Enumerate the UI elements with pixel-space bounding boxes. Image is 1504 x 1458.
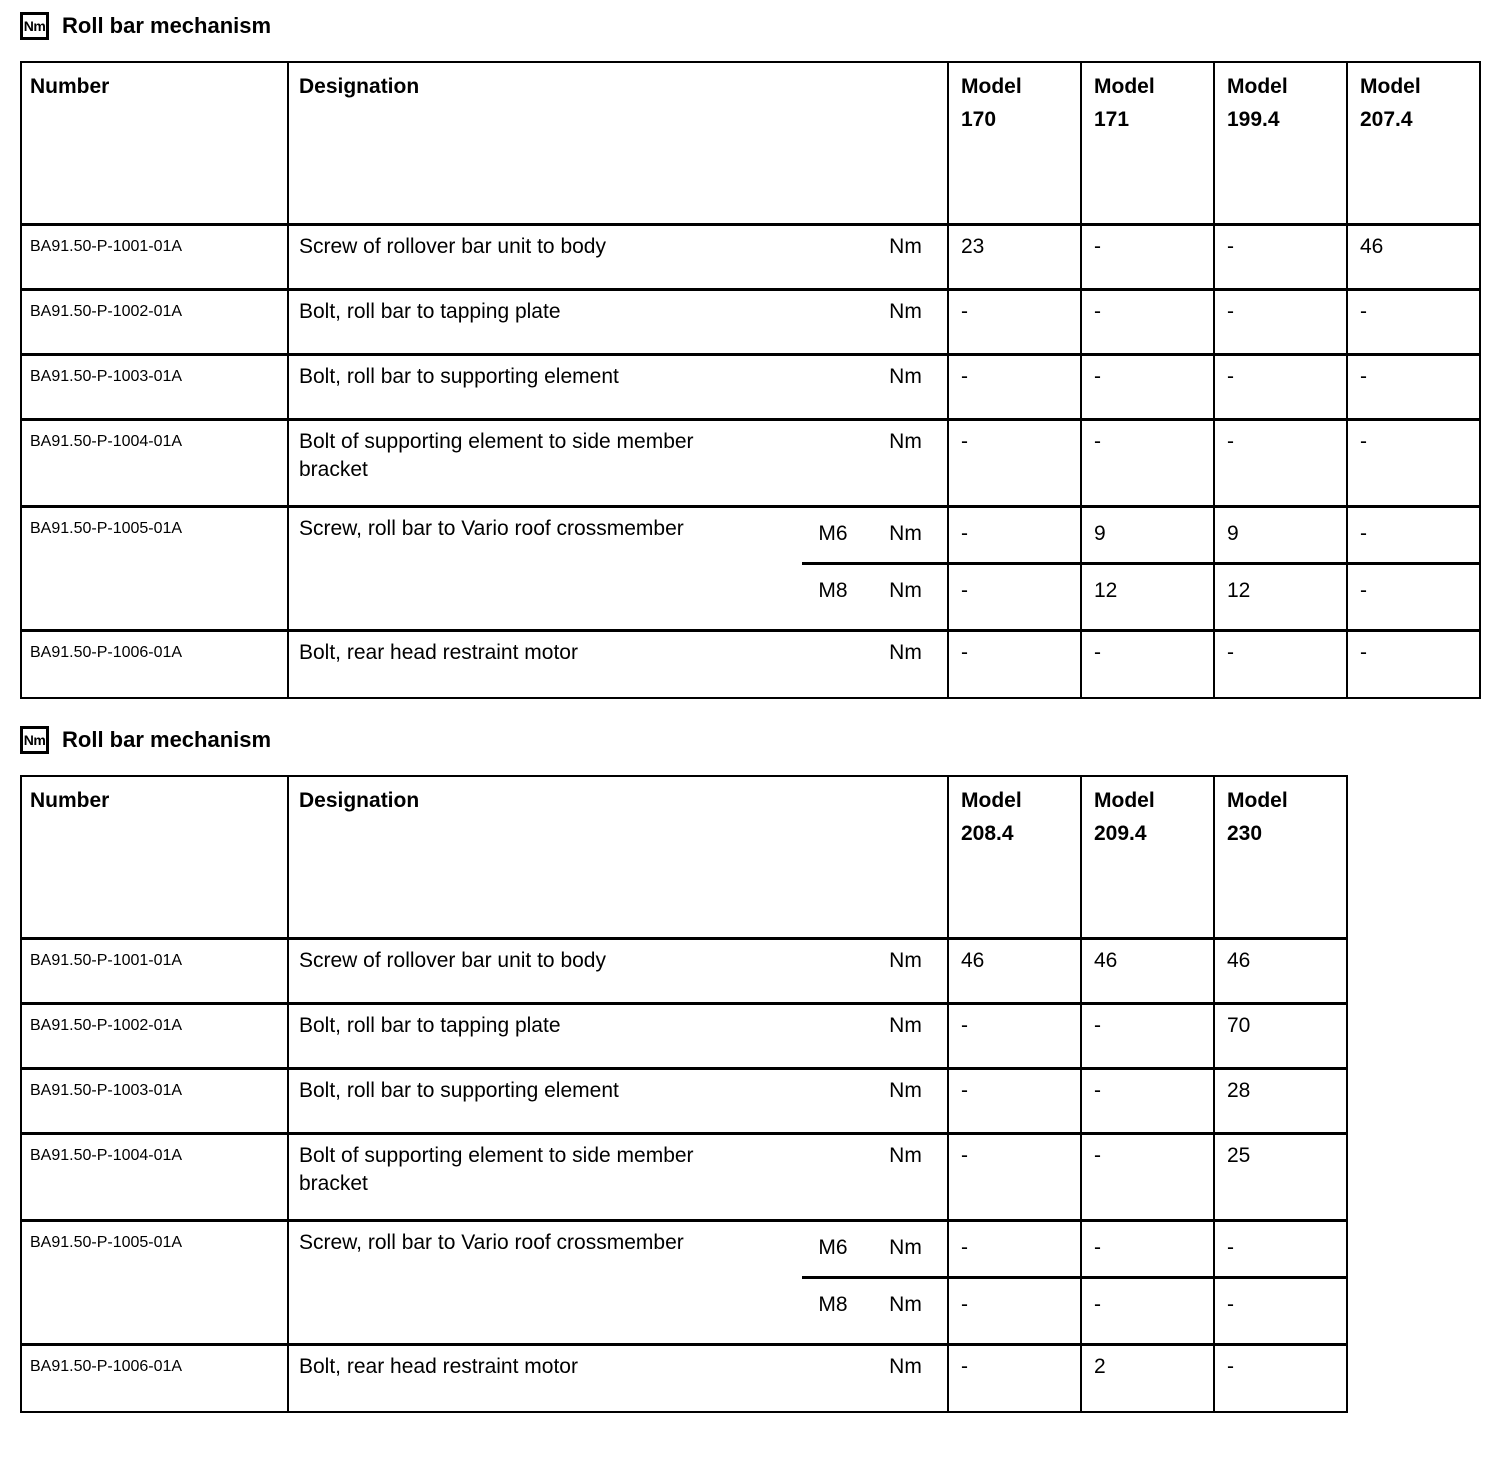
cell-unit: Nm	[889, 1079, 922, 1102]
cell-value: 25	[1213, 1135, 1346, 1219]
cell-unit: Nm	[889, 430, 922, 453]
cell-value: 12	[1213, 565, 1346, 629]
nm-unit-icon: Nm	[20, 12, 49, 40]
cell-designation: Bolt, roll bar to tapping plate	[287, 291, 802, 353]
cell-number: BA91.50-P-1001-01A	[30, 952, 183, 969]
subrow-m6	[802, 1222, 1346, 1276]
cell-unit: Nm	[889, 949, 922, 972]
cell-size	[802, 421, 864, 505]
cell-value: -	[1080, 291, 1213, 353]
cell-number: BA91.50-P-1005-01A	[30, 520, 183, 537]
cell-value: 28	[1213, 1070, 1346, 1132]
table-row	[22, 288, 1479, 353]
cell-designation: Screw of rollover bar unit to body	[287, 226, 802, 288]
cell-unit: Nm	[889, 1236, 922, 1259]
cell-number: BA91.50-P-1004-01A	[30, 1147, 183, 1164]
cell-number: BA91.50-P-1003-01A	[30, 1082, 183, 1099]
model-code: 230	[1227, 821, 1263, 845]
table-row	[22, 1002, 1346, 1067]
cell-value: -	[1080, 1005, 1213, 1067]
cell-size	[802, 356, 864, 418]
cell-size: M8	[818, 579, 848, 602]
header-number: Number	[30, 75, 110, 98]
cell-value: -	[947, 291, 1080, 353]
cell-designation: Bolt of supporting element to side member bracket	[287, 421, 802, 505]
cell-size: M6	[818, 522, 848, 545]
cell-value: 23	[947, 226, 1080, 288]
header-model	[1346, 63, 1479, 223]
cell-size	[802, 226, 864, 288]
cell-number: BA91.50-P-1005-01A	[30, 1234, 183, 1251]
cell-number: BA91.50-P-1002-01A	[30, 1017, 183, 1034]
cell-designation: Screw, roll bar to Vario roof crossmember	[287, 1222, 802, 1343]
cell-value: -	[947, 1070, 1080, 1132]
cell-designation: Bolt, rear head restraint motor	[287, 632, 802, 697]
cell-unit: Nm	[889, 365, 922, 388]
size-subrows	[802, 1222, 1346, 1343]
section-title-text: Roll bar mechanism	[62, 727, 272, 752]
cell-unit: Nm	[889, 641, 922, 664]
cell-value: -	[947, 1222, 1080, 1276]
cell-value: -	[1213, 1346, 1346, 1411]
cell-value: 46	[1080, 940, 1213, 1002]
header-model	[947, 63, 1080, 223]
cell-designation: Bolt, rear head restraint motor	[287, 1346, 802, 1411]
cell-value: -	[1080, 226, 1213, 288]
model-code: 199.4	[1227, 107, 1280, 131]
size-subrows	[802, 508, 1479, 629]
cell-size	[802, 940, 864, 1002]
cell-unit: Nm	[889, 300, 922, 323]
cell-value: -	[947, 1279, 1080, 1343]
cell-number: BA91.50-P-1004-01A	[30, 433, 183, 450]
cell-value: -	[1213, 226, 1346, 288]
cell-unit: Nm	[889, 522, 922, 545]
cell-unit: Nm	[889, 1014, 922, 1037]
cell-number: BA91.50-P-1003-01A	[30, 368, 183, 385]
table-row	[22, 353, 1479, 418]
model-code: 171	[1094, 107, 1130, 131]
cell-value: -	[947, 1005, 1080, 1067]
cell-value: 46	[947, 940, 1080, 1002]
cell-value: 70	[1213, 1005, 1346, 1067]
subrow-m8	[802, 562, 1479, 629]
cell-unit: Nm	[889, 1355, 922, 1378]
cell-value: -	[1213, 356, 1346, 418]
subrow-m8	[802, 1276, 1346, 1343]
cell-size	[802, 1005, 864, 1067]
cell-value: -	[1346, 291, 1479, 353]
cell-value: -	[947, 1135, 1080, 1219]
model-word: Model	[1227, 789, 1288, 812]
cell-value: -	[947, 421, 1080, 505]
model-code: 209.4	[1094, 821, 1147, 845]
cell-unit: Nm	[889, 1293, 922, 1316]
section-title	[20, 12, 1504, 40]
section-title-text: Roll bar mechanism	[62, 13, 272, 38]
torque-section-1	[20, 12, 1504, 699]
cell-value: -	[1346, 421, 1479, 505]
section-title	[20, 726, 1504, 754]
cell-size: M6	[818, 1236, 848, 1259]
header-designation: Designation	[287, 63, 947, 223]
table-row	[22, 1343, 1346, 1411]
cell-value: 12	[1080, 565, 1213, 629]
cell-value: -	[1346, 632, 1479, 697]
table-row	[22, 223, 1479, 288]
header-model	[947, 777, 1080, 937]
header-number: Number	[30, 789, 110, 812]
cell-value: -	[947, 632, 1080, 697]
header-model	[1080, 63, 1213, 223]
cell-value: -	[1213, 1222, 1346, 1276]
cell-value: -	[947, 508, 1080, 562]
table-row-split	[22, 505, 1479, 629]
cell-value: -	[1213, 632, 1346, 697]
table-row	[22, 1132, 1346, 1219]
cell-designation: Bolt, roll bar to supporting element	[287, 1070, 802, 1132]
subrow-m6	[802, 508, 1479, 562]
cell-number: BA91.50-P-1002-01A	[30, 303, 183, 320]
nm-unit-icon: Nm	[20, 726, 49, 754]
cell-value: 46	[1346, 226, 1479, 288]
cell-size	[802, 291, 864, 353]
table-header-row	[22, 777, 1346, 937]
cell-value: -	[1080, 1222, 1213, 1276]
table-row	[22, 937, 1346, 1002]
torque-table	[20, 61, 1481, 699]
cell-value: -	[1346, 356, 1479, 418]
torque-section-2	[20, 726, 1504, 1413]
table-row	[22, 629, 1479, 697]
table-row	[22, 1067, 1346, 1132]
cell-value: -	[1213, 421, 1346, 505]
model-word: Model	[1094, 789, 1155, 812]
torque-table	[20, 775, 1348, 1413]
cell-value: -	[1080, 1135, 1213, 1219]
cell-designation: Bolt, roll bar to tapping plate	[287, 1005, 802, 1067]
cell-value: 46	[1213, 940, 1346, 1002]
cell-designation: Bolt of supporting element to side member bracket	[287, 1135, 802, 1219]
table-header-row	[22, 63, 1479, 223]
table-row-split	[22, 1219, 1346, 1343]
cell-size	[802, 632, 864, 697]
cell-value: -	[1346, 508, 1479, 562]
cell-value: -	[1080, 356, 1213, 418]
cell-value: -	[1346, 565, 1479, 629]
model-code: 207.4	[1360, 107, 1413, 131]
cell-value: 9	[1080, 508, 1213, 562]
header-model	[1213, 63, 1346, 223]
cell-value: -	[947, 1346, 1080, 1411]
table-row	[22, 418, 1479, 505]
cell-unit: Nm	[889, 579, 922, 602]
cell-value: -	[1080, 1070, 1213, 1132]
cell-unit: Nm	[889, 1144, 922, 1167]
cell-size: M8	[818, 1293, 848, 1316]
cell-number: BA91.50-P-1006-01A	[30, 644, 183, 661]
cell-designation: Screw of rollover bar unit to body	[287, 940, 802, 1002]
cell-value: -	[947, 565, 1080, 629]
cell-designation: Bolt, roll bar to supporting element	[287, 356, 802, 418]
model-code: 170	[961, 107, 997, 131]
cell-value: -	[947, 356, 1080, 418]
cell-value: -	[1213, 1279, 1346, 1343]
header-model	[1080, 777, 1213, 937]
cell-value: -	[1080, 421, 1213, 505]
cell-size	[802, 1135, 864, 1219]
cell-value: 9	[1213, 508, 1346, 562]
header-designation: Designation	[287, 777, 947, 937]
model-word: Model	[1094, 75, 1155, 98]
model-word: Model	[961, 789, 1022, 812]
cell-value: -	[1213, 291, 1346, 353]
model-word: Model	[1360, 75, 1421, 98]
cell-number: BA91.50-P-1001-01A	[30, 238, 183, 255]
cell-size	[802, 1070, 864, 1132]
model-word: Model	[1227, 75, 1288, 98]
cell-value: -	[1080, 632, 1213, 697]
cell-designation: Screw, roll bar to Vario roof crossmember	[287, 508, 802, 629]
cell-value: -	[1080, 1279, 1213, 1343]
cell-value: 2	[1080, 1346, 1213, 1411]
model-word: Model	[961, 75, 1022, 98]
cell-unit: Nm	[889, 235, 922, 258]
model-code: 208.4	[961, 821, 1014, 845]
cell-number: BA91.50-P-1006-01A	[30, 1358, 183, 1375]
header-model	[1213, 777, 1346, 937]
cell-size	[802, 1346, 864, 1411]
